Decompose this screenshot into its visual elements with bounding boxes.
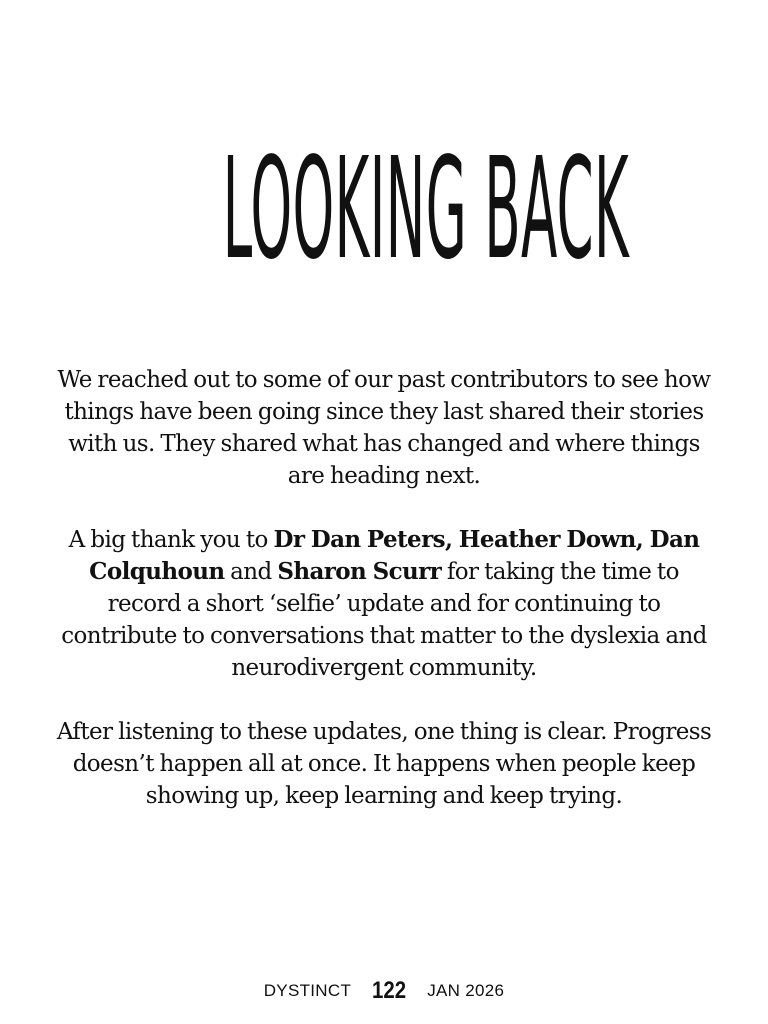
- thanks-paragraph: [52, 524, 716, 684]
- page-footer: [0, 976, 768, 1005]
- page-title: LOOKING BACK: [222, 128, 630, 291]
- name-separator: ,: [444, 526, 459, 553]
- closing-paragraph: After listening to these updates, one thing is clear. Progress doesn’t happen all at once. It happens when people keep showing up, keep learning and keep trying.: [56, 719, 712, 809]
- name-separator: ,: [635, 526, 650, 553]
- intro-paragraph: We reached out to some of our past contributors to see how things have been going since they last shared their stories with us. They shared what has changed and where things are heading next.: [57, 367, 711, 489]
- contributor-name: Dan Colquhoun: [89, 526, 700, 585]
- contributor-name: Dr Dan Peters: [273, 526, 445, 553]
- thanks-intro: A big thank you to: [68, 527, 274, 553]
- thanks-outro: for taking the time to record a short ‘selfie’ update and for continuing to contribute to conversations that matter to the dyslexia and neurodivergent community.: [61, 559, 707, 681]
- publication-name: DYSTINCT: [263, 980, 352, 1000]
- page-number: 122: [372, 976, 407, 1004]
- issue-date: JAN 2026: [427, 980, 505, 1000]
- name-separator: and: [224, 559, 278, 585]
- article-body: [52, 364, 716, 844]
- contributor-name: Sharon Scurr: [277, 558, 442, 585]
- contributor-name: Heather Down: [458, 526, 636, 553]
